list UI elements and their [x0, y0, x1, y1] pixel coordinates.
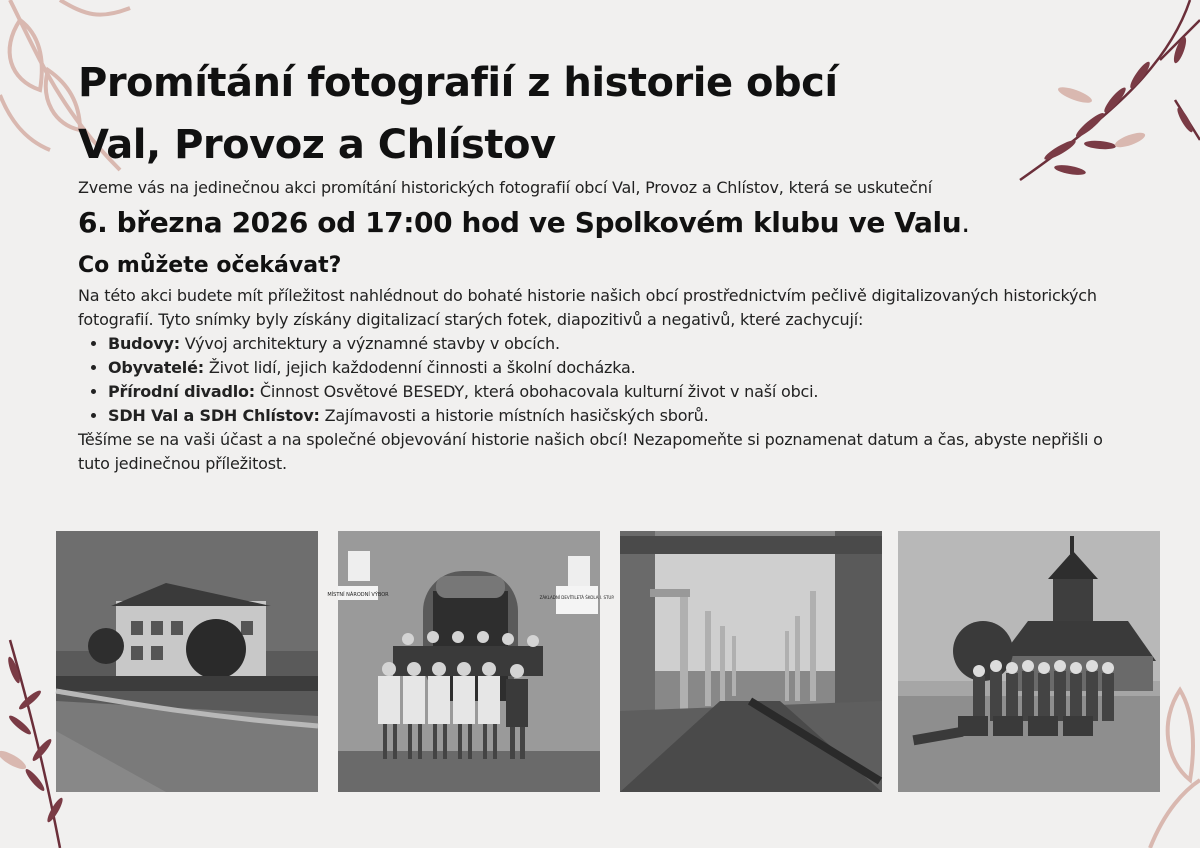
- title-line-1: Promítání fotografií z historie obcí: [78, 60, 838, 106]
- title-line-2: Val, Provoz a Chlístov: [78, 122, 556, 168]
- sign-right-text: ZÁKLADNÍ DEVÍTILETÁ ŠKOLA I. STUP.: [539, 595, 615, 600]
- sign-left-text: MÍSTNÍ NÁRODNÍ VÝBOR: [327, 592, 389, 598]
- list-item-label: Budovy:: [108, 334, 180, 353]
- section-heading: Co můžete očekávat?: [78, 253, 342, 278]
- historic-photo-tower-group: [898, 531, 1160, 792]
- body-text: [78, 284, 1128, 476]
- historic-photo-building: [56, 531, 318, 792]
- intro-text: Zveme vás na jedinečnou akci promítání historických fotografií obcí Val, Provoz a Chlístov, která se uskuteční: [78, 178, 932, 197]
- event-date-period: .: [961, 206, 970, 239]
- list-item: [108, 380, 1128, 404]
- topics-list: [78, 332, 1128, 428]
- list-item-label: Přírodní divadlo:: [108, 382, 255, 401]
- list-item: [108, 404, 1128, 428]
- list-item: [108, 332, 1128, 356]
- historic-photo-construction: [620, 531, 882, 792]
- list-item-text: Vývoj architektury a významné stavby v obcích.: [179, 334, 560, 353]
- list-item-text: Život lidí, jejich každodenní činnosti a školní docházka.: [203, 358, 636, 377]
- list-item-text: Činnost Osvětové BESEDY, která obohacovala kulturní život v naší obci.: [254, 382, 819, 401]
- event-date-text: 6. března 2026 od 17:00 hod ve Spolkovém klubu ve Valu: [78, 206, 962, 239]
- branch-decoration-top-right-icon: [1000, 0, 1200, 200]
- description-paragraph: Na této akci budete mít příležitost nahlédnout do bohaté historie našich obcí prostřednictvím pečlivě digitalizovaných historických fotografií. Tyto snímky byly získány digitalizací starých fotek, diapozitivů a negativů, které zachycují:: [78, 286, 1097, 329]
- list-item-label: SDH Val a SDH Chlístov:: [108, 406, 320, 425]
- historic-photo-school-children: [327, 531, 615, 792]
- closing-paragraph: Těšíme se na vaši účast a na společné objevování historie našich obcí! Nezapomeňte si poznamenat datum a čas, abyste nepřišli o tuto jedinečnou příležitost.: [78, 430, 1103, 473]
- list-item: [108, 356, 1128, 380]
- list-item-text: Zajímavosti a historie místních hasičských sborů.: [319, 406, 709, 425]
- page-title: [78, 52, 838, 176]
- list-item-label: Obyvatelé:: [108, 358, 204, 377]
- event-date-line: [78, 206, 970, 239]
